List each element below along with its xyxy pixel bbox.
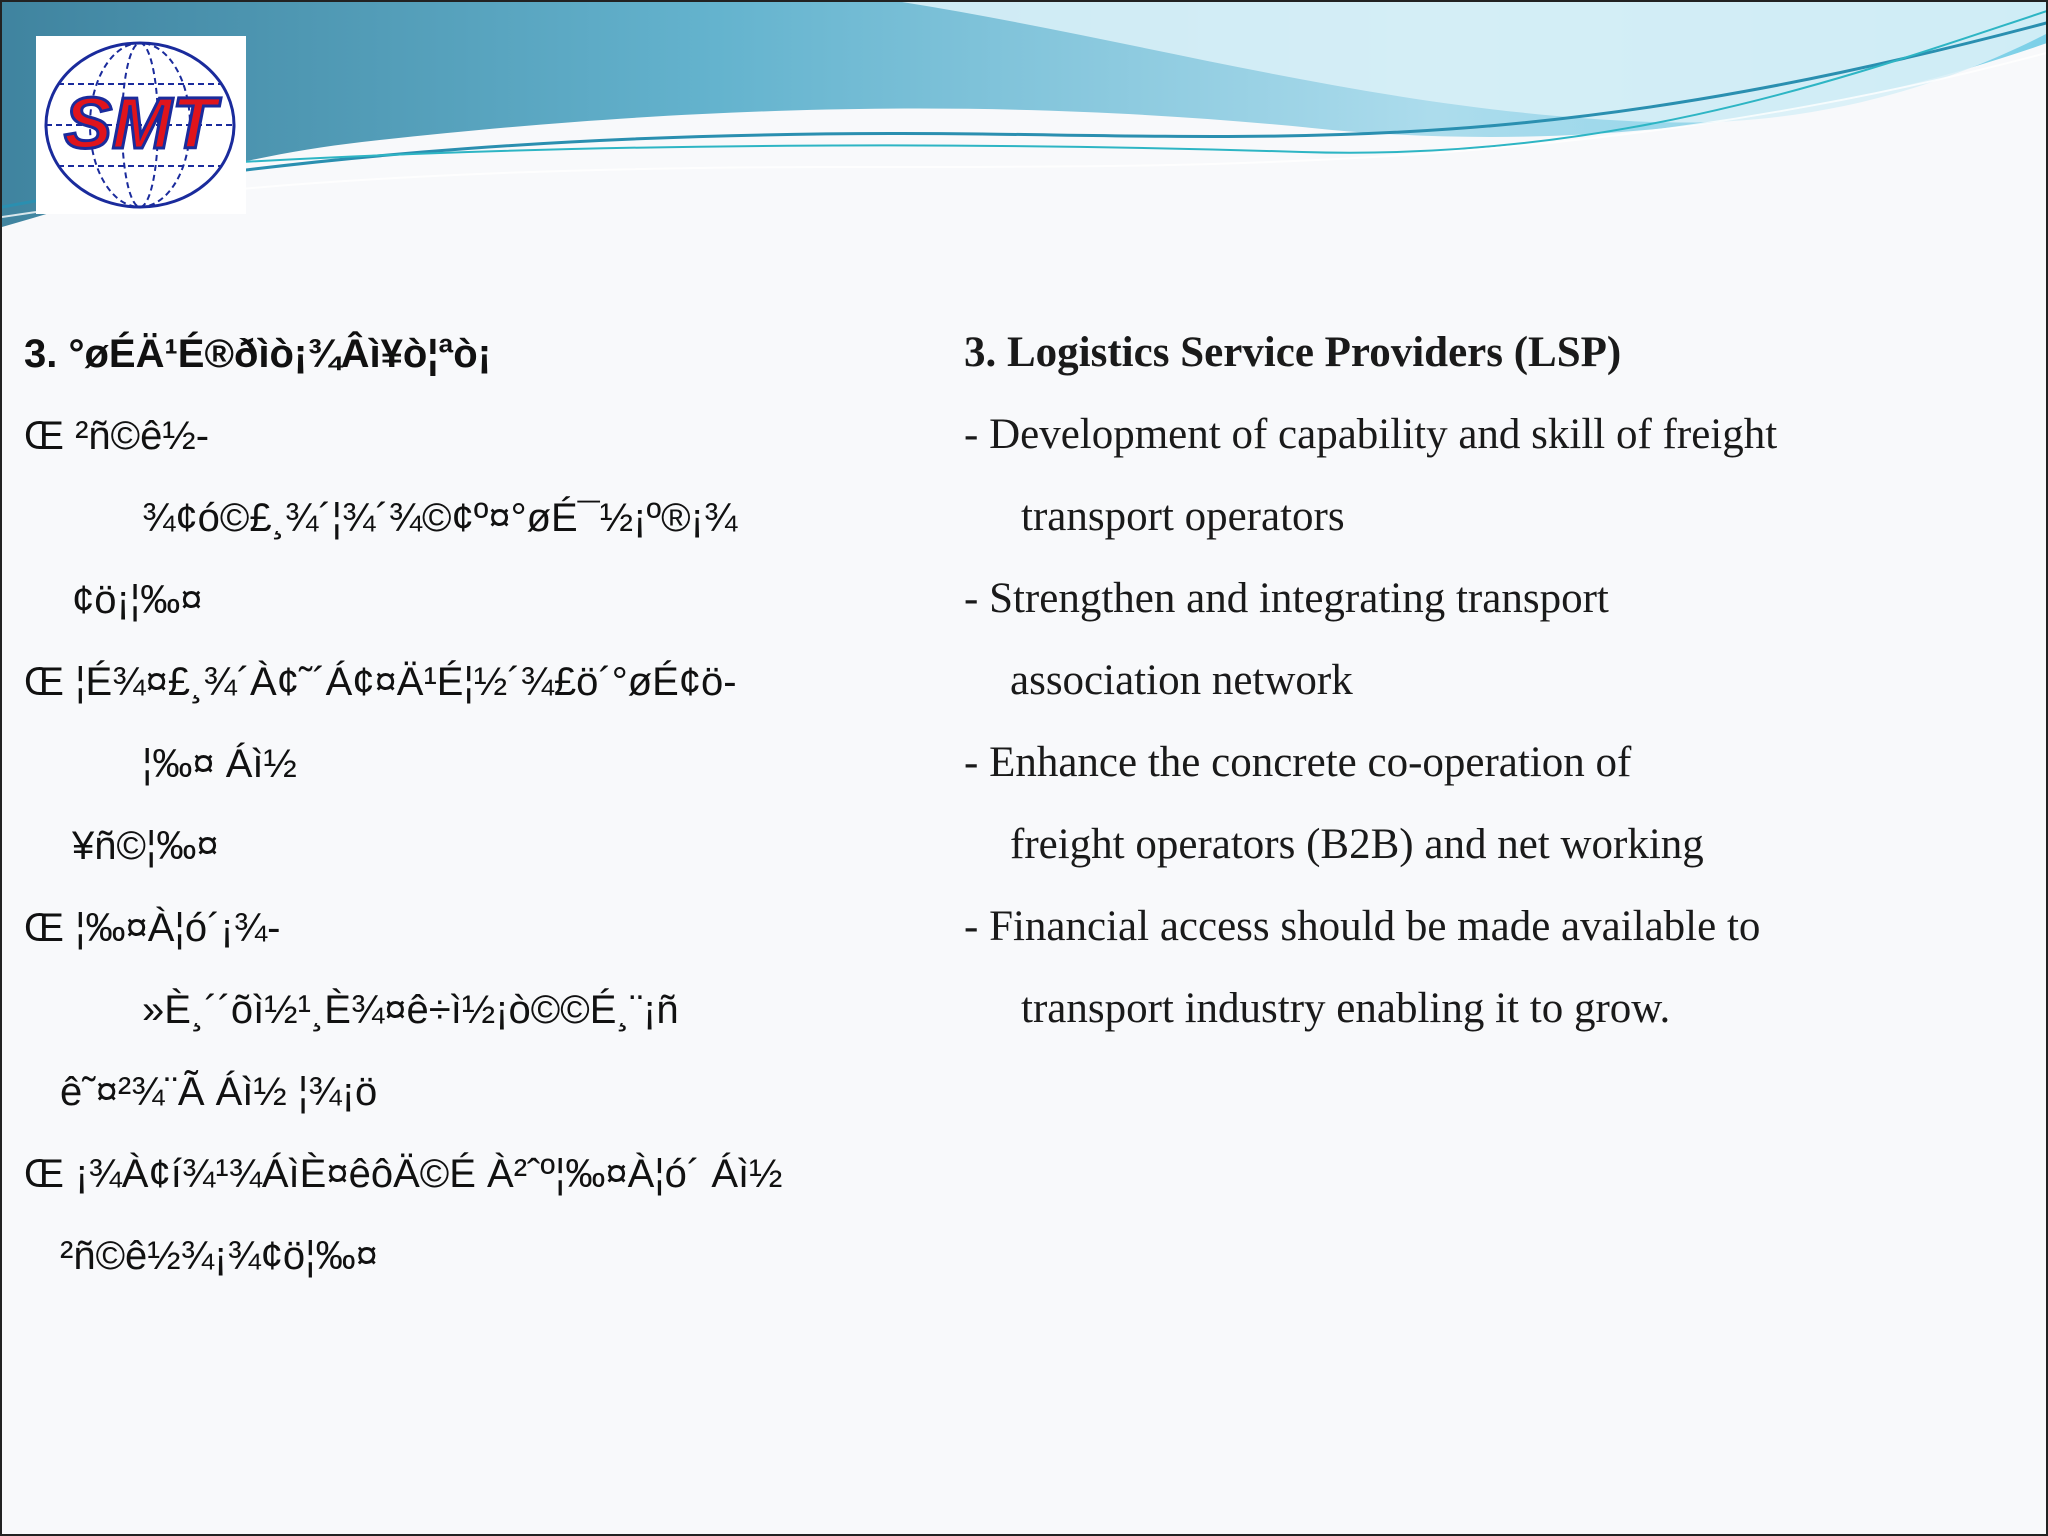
- company-logo: [36, 36, 246, 214]
- right-title: 3. Logistics Service Providers (LSP): [964, 329, 1622, 376]
- left-line-10: Œ ¡¾À¢í¾¹¾ÁìÈ¤êôÄ©É À²ˆº¦‰¤À¦ó´ Áì½: [24, 1152, 783, 1196]
- left-line-8: »È¸´´õì½¹¸È¾¤ê÷ì½¡ò©©É¸¨¡ñ: [142, 988, 679, 1032]
- left-line-4: Œ ¦É¾¤£¸¾´À¢˜´Á¢¤Ä¹É¦½´¾£ö´°øÉ¢ö-: [24, 660, 737, 704]
- right-bullet-2: - Strengthen and integrating transport: [964, 575, 1609, 622]
- left-line-1: Œ ²ñ©ê½-: [24, 414, 210, 458]
- left-title: 3. °øÉÄ¹É®ðìò¡¾Âì¥ò¦ªò¡: [24, 332, 492, 376]
- left-line-5: ¦‰¤ Áì½: [142, 742, 297, 786]
- left-line-7: Œ ¦‰¤À¦ó´¡¾-: [24, 906, 281, 950]
- right-bullet-3-cont: freight operators (B2B) and net working: [1010, 821, 1704, 868]
- left-line-9: ê˜¤²¾¨Ã Áì½ ¦¾¡ö: [60, 1070, 378, 1114]
- right-bullet-4-cont: transport industry enabling it to grow.: [1021, 985, 1671, 1032]
- left-line-11: ²ñ©ê½¾¡¾¢ö¦‰¤: [60, 1234, 378, 1278]
- right-bullet-1: - Development of capability and skill of freight: [964, 411, 1778, 458]
- right-bullet-3: - Enhance the concrete co-operation of: [964, 739, 1632, 786]
- left-line-2: ¾¢ó©£¸¾´¦¾´¾©¢º¤°øÉ¯½¡º®¡¾: [142, 496, 738, 540]
- left-line-6: ¥ñ©¦‰¤: [72, 824, 219, 868]
- logo-text: SMT: [64, 84, 216, 164]
- right-bullet-4: - Financial access should be made available to: [964, 903, 1761, 950]
- left-line-3: ¢ö¡¦‰¤: [72, 578, 203, 622]
- header-wave-decoration: [2, 2, 2048, 242]
- right-bullet-1-cont: transport operators: [1021, 493, 1345, 540]
- right-bullet-2-cont: association network: [1010, 657, 1353, 704]
